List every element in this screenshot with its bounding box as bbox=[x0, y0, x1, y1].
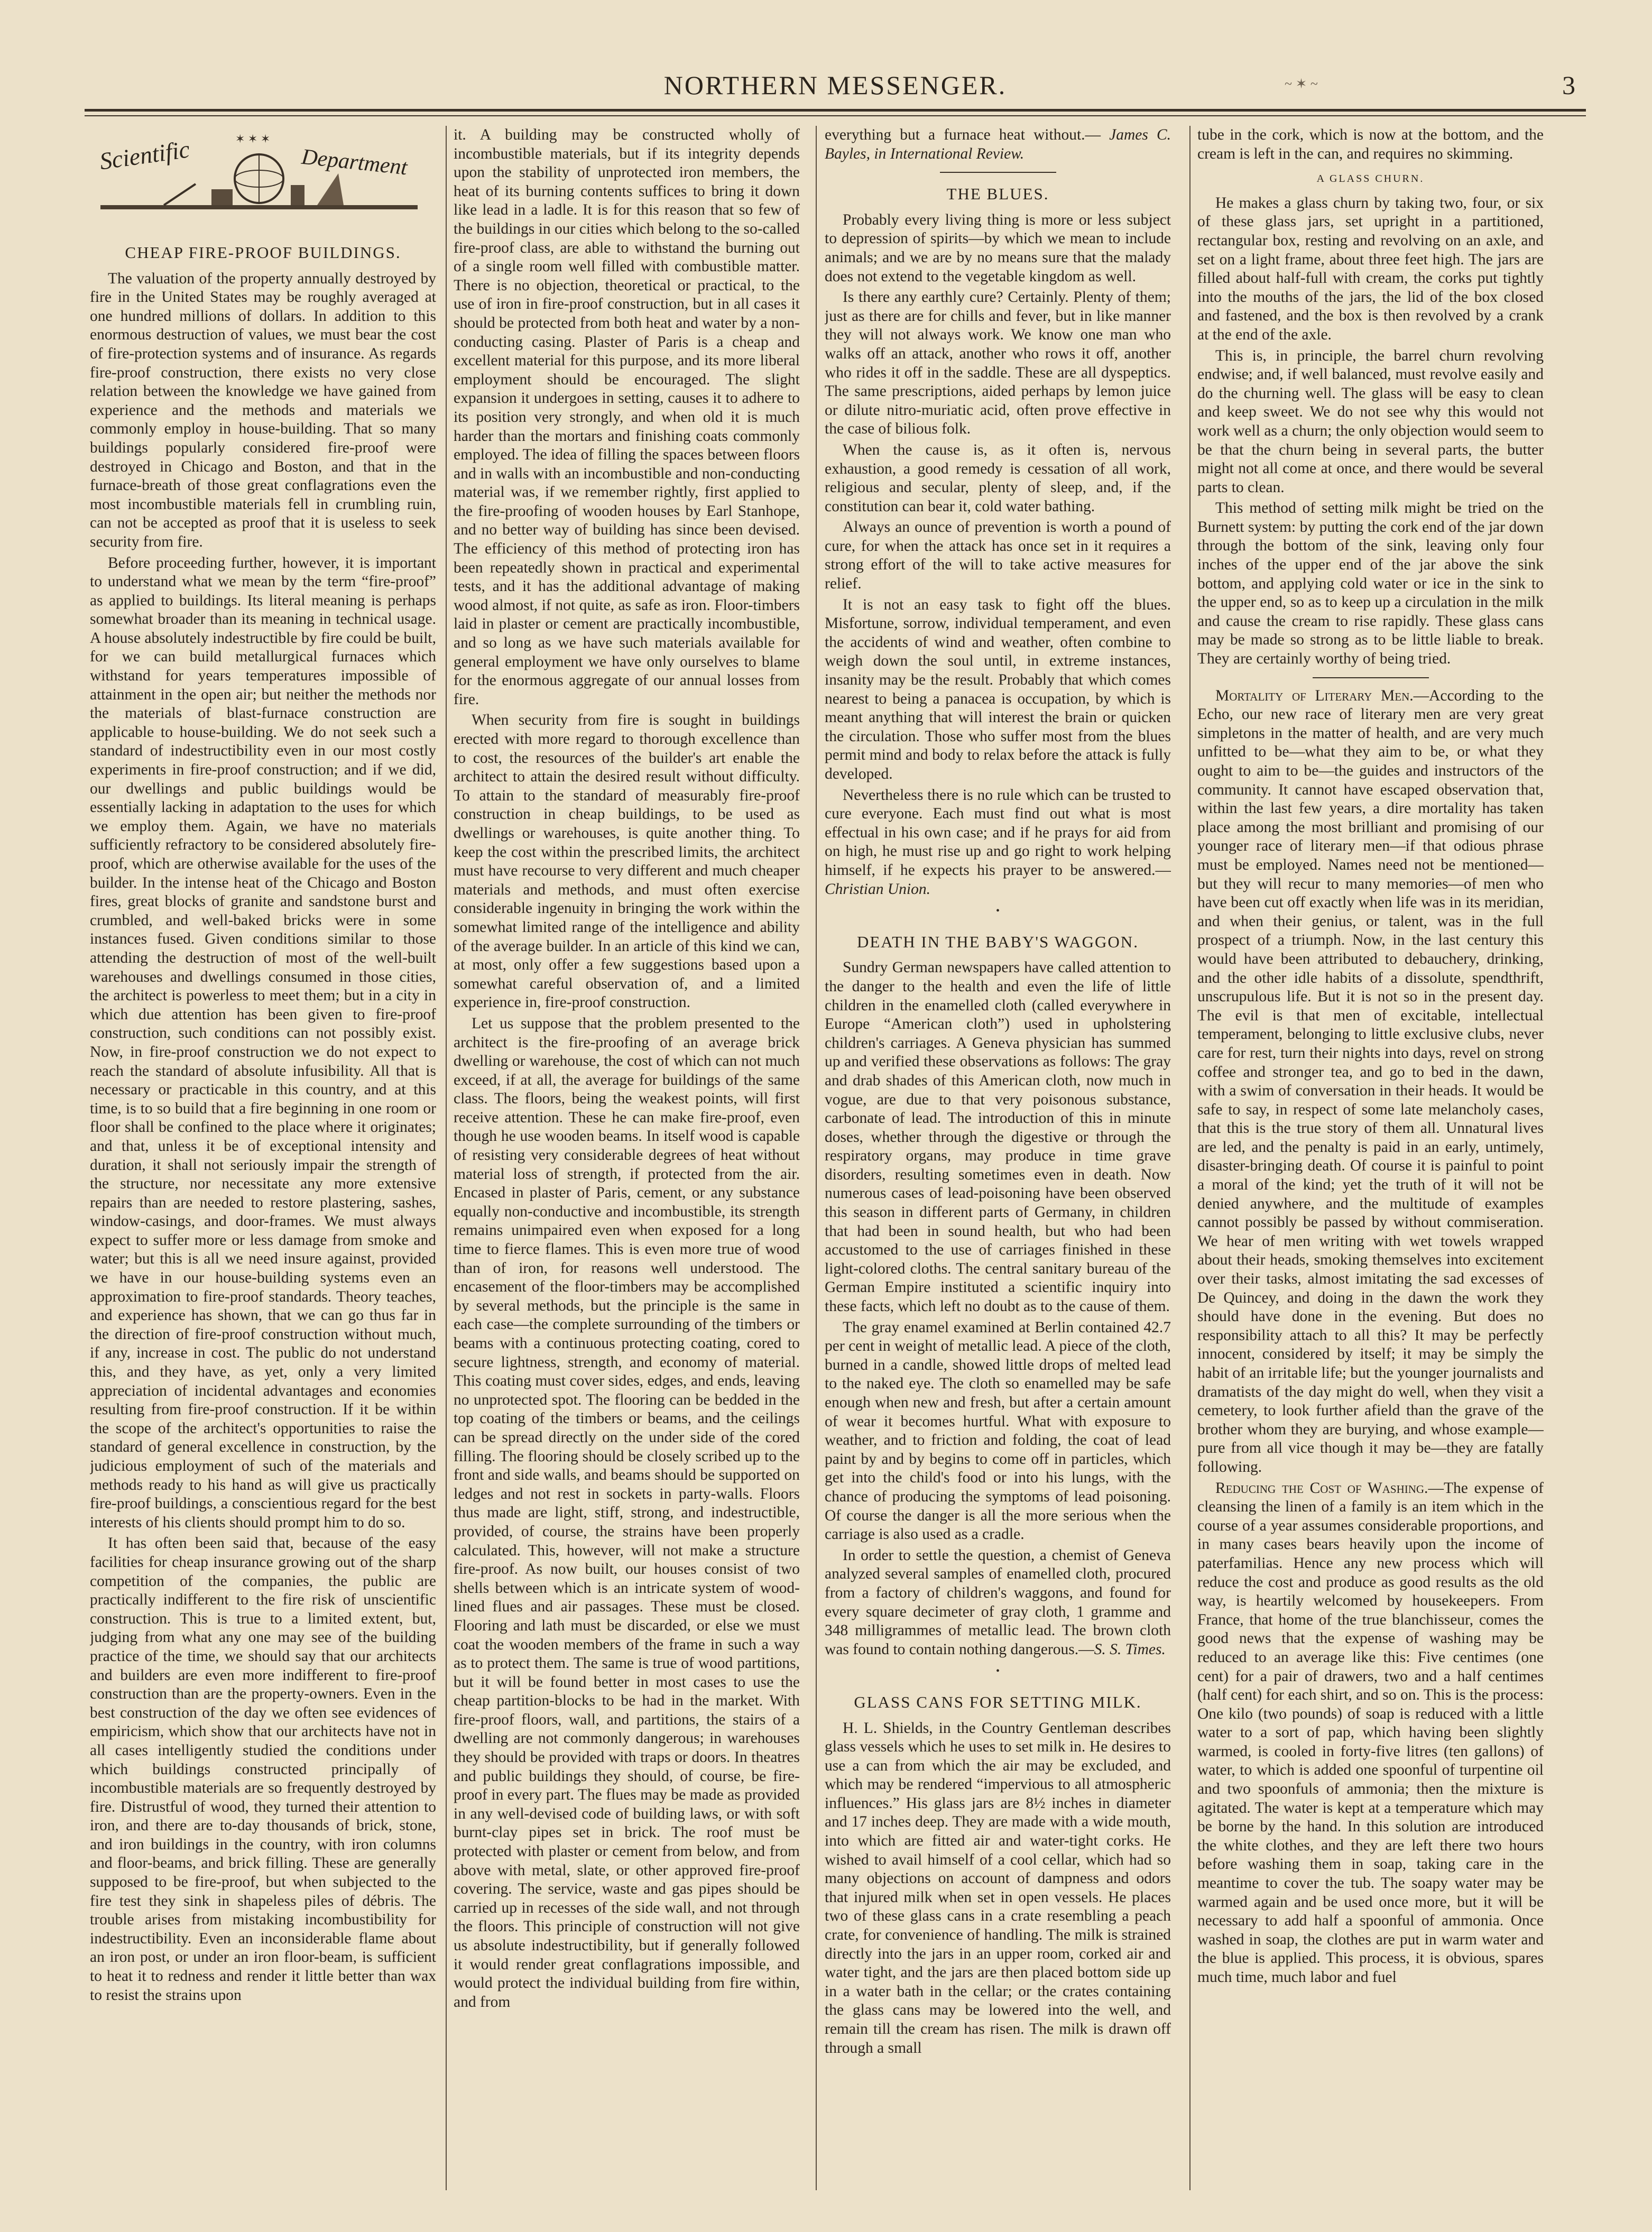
heading-cheap-fireproof: CHEAP FIRE-PROOF BUILDINGS. bbox=[125, 243, 401, 262]
paragraph: Sundry German newspapers have called attention to the danger to the health and even the life of little children in the enamelled cloth (called everywhere in Europe “American cloth”) used in upholstering children's carriages. A Geneva physician has summed up and verified these observations as follows: The gray and drab shades of this American cloth, now much in vogue, are due to that very poisonous substance, carbonate of lead. The introduction of this in minute doses, whether through the digestive or through the respiratory organs, may produce in time grave disorders, resulting sometimes even in death. Now numerous cases of lead-poisoning have been observed this season in different parts of Germany, in children that had been in sound health, but who had been accustomed to the use of carriages finished in these light-colored cloths. The central sanitary bureau of the German Empire instituted a scientific inquiry into these facts, which left no doubt as to the cause of them. bbox=[825, 959, 1171, 1315]
attribution: Christian Union. bbox=[825, 880, 930, 898]
heading-glass-cans: GLASS CANS FOR SETTING MILK. bbox=[854, 1692, 1142, 1711]
masthead-rule bbox=[85, 109, 1586, 112]
paragraph: H. L. Shields, in the Country Gentleman describes glass vessels which he uses to set milk in. He desires to use a can from which the air may be excluded, and which may be rendered “impervious to all atmospheric influences.” His glass jars are 8½ inches in diameter and 17 inches deep. They are made with a wide mouth, into which are fitted air and water-tight corks. He wished to avail himself of a cool cellar, which had so many objections on account of dampness and odors that injured milk when set in open vessels. He places two of these glass cans in a crate resembling a peach crate, for convenience of handling. The milk is strained directly into the jars in an upper room, corked air and water tight, and the jars are then placed bottom side up in a water bath in the cellar; or the crates containing the glass cans may be lowered into the well, and remain till the cream has risen. The milk is drawn off through a small bbox=[825, 1719, 1171, 2056]
paragraph: Probably every living thing is more or less subject to depression of spirits—by which we mean to include animals; and we are by no means sure that the malady does not extend to the vegetable kingdom as well. bbox=[825, 211, 1171, 285]
paragraph bbox=[825, 126, 1171, 163]
star-separator-icon: • bbox=[995, 905, 1000, 917]
column-4 bbox=[1197, 126, 1544, 2190]
paragraph: Let us suppose that the problem presented to the architect is the fire-proofing of an average brick dwelling or warehouse, the cost of which can not much exceed, if at all, the average for buildings of the same class. The floors, being the weakest points, will first receive attention. These he can make fire-proof, even though he use wooden beams. In itself wood is capable of resisting very considerable degrees of heat without material loss of strength, if protected from the air. Encased in plaster of Paris, cement, or any substance equally non-conductive and incombustible, its strength remains unimpaired even when exposed for a long time to fierce flames. This is even more true of wood than of iron, for reasons well understood. The encasement of the floor-timbers may be accomplished by several methods, but the principle is the same in each case—the complete surrounding of the timbers or beams with a continuous protecting coating, cored to secure lightness, strength, and economy of material. This coating must cover sides, edges, and ends, leaving no unprotected spot. The flooring can be bedded in the top coating of the timbers or beams, and the ceilings can be spread directly on the under side of the cored filling. The flooring should be closely scribed up to the front and side walls, and beams should be supported on ledges and not rest in sockets in party-walls. Floors thus made are light, stiff, strong, and indestructible, provided, of course, the strains have been properly calculated. This, however, will not make a structure fire-proof. As now built, our houses consist of two shells between which is an intricate system of wood-lined flues and air passages. These must be closed. Flooring and lath must be discarded, or else we must coat the wooden members of the frame in such a way as to protect them. The same is true of wood partitions, but it will be found better in most cases to use the cheap partition-blocks to be had in the market. With fire-proof floors, wall, and partitions, the stairs of a dwelling are not commonly dangerous; in warehouses they should be provided with traps or doors. In theatres and public buildings they should, of course, be fire-proof in every part. The flues may be made as provided in any well-devised code of building laws, or with soft burnt-clay pipes set in brick. The roof must be protected with plaster or cement from below, and from above with metal, slate, or other approved fire-proof covering. The service, waste and gas pipes should be carried up in recesses of the side wall, and not through the floors. This principle of construction will not give us absolute indestructibility, but if generally followed it would render great conflagrations impossible, and would protect the individual building from fire within, and from bbox=[454, 1014, 800, 2010]
paragraph: The gray enamel examined at Berlin contained 42.7 per cent in weight of metallic lead. A piece of the cloth, burned in a candle, showed little drops of melted lead to the naked eye. The cloth so enamelled may be safe enough when new and fresh, but after a certain amount of wear it becomes hurtful. What with exposure to weather, and to friction and folding, the coat of lead paint by and by begins to come off in particles, which get into the child's food or into his lungs, with the chance of producing the symptoms of lead poisoning. Of course the danger is all the more serious when the carriage is also used as a cradle. bbox=[825, 1318, 1171, 1543]
paragraph-text: Nevertheless there is no rule which can be trusted to cure everyone. Each must find out what is most effectual in his own case; and if he prays for aid from on high, he must rise up and go right to work helping himself, if he expects his prayer to be answered.— bbox=[825, 786, 1171, 879]
svg-text:✶ ✶ ✶: ✶ ✶ ✶ bbox=[235, 132, 271, 145]
masthead bbox=[85, 68, 1586, 99]
paragraph: The valuation of the property annually destroyed by fire in the United States may be roughly averaged at one hundred millions of dollars. In addition to this enormous destruction of values, we must bear the cost of fire-protection systems and of insurance. As regards fire-proof construction, there exists no very close relation between the knowledge we have gained from experience and the methods and materials we commonly employ in house-building. That so many buildings popularly considered fire-proof were destroyed in Chicago and Boston, and that in the furnace-breath of those great conflagrations even the most incombustible materials fell in crumbling ruin, can not be accepted as proof that it is useless to seek security from fire. bbox=[90, 270, 436, 550]
masthead-rule-thin bbox=[85, 115, 1586, 116]
column-divider bbox=[1189, 126, 1190, 2190]
paragraph-text: —The expense of cleansing the linen of a family is an item which in the course of a year assumes considerable proportions, and in many cases bears heavily upon the income of paterfamilias. Hence any new process which will reduce the cost and produce as good results as the old way, is heartily welcomed by housekeepers. From France, that home of the true blanchisseur, comes the good news that the expense of washing may be reduced to an average like this: Five centimes (one cent) for a pair of drawers, two and a half centimes (half cent) for each shirt, and so on. This is the process: One kilo (two pounds) of soap is reduced with a little water to a sort of pap, which having been slightly warmed, is cooled in forty-five litres (ten gallons) of water, to which is added one spoonful of turpentine oil and two spoonfuls of ammonia; then the mixture is agitated. The water is kept at a temperature which may be borne by the hand. In this solution are introduced the white clothes, and they are left there two hours before washing them in soap, taking care in the meantime to cover the tub. The soapy water may be warmed again and be used once more, but it will be necessary to add half a spoonful of ammonia. Once washed in soap, the clothes are put in warm water and the blue is applied. This process, it is obvious, spares much time, much labor and fuel bbox=[1197, 1479, 1544, 1986]
publication-title: NORTHERN MESSENGER. bbox=[663, 70, 1007, 100]
page-number: 3 bbox=[1562, 70, 1575, 100]
run-in-heading: Reducing the Cost of Washing. bbox=[1215, 1479, 1428, 1497]
paragraph: He makes a glass churn by taking two, four, or six of these glass jars, set upright in a partitioned, rectangular box, resting and revolving on an axle, and set on a light frame, about three feet high. The jars are filled about half-full with cream, the corks put tightly into the mouths of the jars, the lid of the box closed and fastened, and the box is then revolved by a crank at the end of the axle. bbox=[1197, 194, 1544, 343]
paragraph: Before proceeding further, however, it is important to understand what we mean by the term “fire-proof” as applied to buildings. Its literal meaning is perhaps somewhat broader than its meaning in technical usage. A house absolutely indestructible by fire could be built, for we can build metallurgical furnaces which withstand for years temperatures impossible of attainment in the open air; but neither the methods nor the materials of blast-furnace construction are applicable to house-building. We do not seek such a standard of indestructibility even in our most costly experiments in fire-proof construction; and if we did, our dwellings and public buildings would be essentially lacking in adaptation to the uses for which we employ them. Again, we have no materials sufficiently refractory to be considered absolutely fire-proof, which are otherwise available for the uses of the builder. In the intense heat of the Chicago and Boston fires, great blocks of granite and sandstone burst and crumbled, and well-baked bricks were in some instances fused. Given conditions similar to those attending the destruction of most of the well-built warehouses and dwellings consumed in those cities, the architect is powerless to meet them; but in a city in which due attention has been given to fire-proof construction, such conditions can not possibly exist. Now, in fire-proof construction we do not expect to reach the standard of absolute infusibility. All that is necessary or practicable in this country, and at this time, is to so build that a fire beginning in one room or floor shall be confined to the place where it originates; and that, unless it be of exceptional intensity and duration, it shall not seriously impair the strength of the structure, nor necessitate any more extensive repairs than are needed to restore plastering, sashes, window-casings, and door-frames. We must always expect to suffer more or less damage from smoke and water; but this is all we need insure against, provided we have in our house-building systems even an approximation to fire-proof standards. Theory teaches, and experience has shown, that we can go thus far in the direction of fire-proof construction without much, if any, increase in cost. The public do not understand this, and they have, as yet, only a very limited appreciation of incidental advantages and economies resulting from fire-proof construction. If it be within the scope of the architect's opportunities to raise the standard of general excellence in construction, by the judicious employment of such of the materials and methods ready to his hand as will give us practically fire-proof buildings, a conscientious regard for the best interests of his clients should prompt him to do so. bbox=[90, 554, 436, 1531]
scientific-department-banner bbox=[90, 126, 428, 232]
paragraph: tube in the cork, which is now at the bottom, and the cream is left in the can, and requires no skimming. bbox=[1197, 126, 1544, 162]
column-divider bbox=[816, 126, 817, 2190]
paragraph: Is there any earthly cure? Certainly. Plenty of them; just as there are for chills and fever, but in like manner they will not always work. We know one man who walks off an attack, another who rows it off, another who rides it off in the saddle. These are all dyspeptics. The same prescriptions, aided perhaps by lemon juice or dilute nitro-muriatic acid, often prove effective in the case of bilious folk. bbox=[825, 289, 1171, 438]
paragraph: It is not an easy task to fight off the blues. Misfortune, sorrow, individual temperament, and even the accidents of wind and weather, often combine to weigh down the soul until, in extreme instances, insanity may be the result. Probably that which comes nearest to being a panacea is occupation, by which is meant anything that will interest the brain or quicken the circulation. Those who suffer most from the blues permit mind and body to relax before the attack is fully developed. bbox=[825, 596, 1171, 782]
attribution: James C. Bayles, in International Review. bbox=[825, 126, 1171, 162]
heading-glass-churn: A GLASS CHURN. bbox=[1316, 173, 1425, 185]
paragraph: When security from fire is sought in buildings erected with more regard to thorough excellence than to cost, the resources of the builder's art enable the architect to attain the desired result without difficulty. To attain to the standard of measurably fire-proof construction in cheap buildings, to be used as dwellings or warehouses, is quite another thing. To keep the cost within the prescribed limits, the architect must have recourse to very different and much cheaper materials and methods, and must often exercise considerable ingenuity in bringing the work within the somewhat limited range of the intelligence and ability of the average builder. In an article of this kind we can, at most, only offer a few suggestions based upon a somewhat careful observation of, and a limited experience in, fire-proof construction. bbox=[454, 712, 800, 1011]
banner-label-right: Department bbox=[300, 144, 409, 180]
banner-label-left: Scientific bbox=[98, 135, 191, 175]
column-3 bbox=[825, 126, 1171, 2190]
heading-the-blues: THE BLUES. bbox=[946, 185, 1049, 204]
paragraph: It has often been said that, because of the easy facilities for cheap insurance growing out of the sharp competition of the companies, the public are practically indifferent to the fire risk of unscientific construction. This is true to a limited extent, but, judging from what any one may see of the building practice of the time, we should say that our architects and builders are even more indifferent to fire-proof construction than are the property-owners. Even in the best construction of the day we often see evidences of empiricism, which show that our architects have not in all cases intelligently studied the conditions under which buildings constructed principally of incombustible materials are so frequently destroyed by fire. Distrustful of wood, they turned their attention to iron, and there are to-day thousands of brick, stone, and iron buildings in the country, with iron columns and floor-beams, and brick filling. These are generally supposed to be fire-proof, but when subjected to the fire test they sink in shapeless piles of débris. The trouble arises from mistaking incombustibility for indestructibility. Even an inconsiderable flame about an iron post, or under an iron floor-beam, is sufficient to heat it to redness and render it little better than wax to resist the strains upon bbox=[90, 1535, 436, 2004]
paragraph-text: everything but a furnace heat without.— bbox=[825, 126, 1101, 143]
printer-flourish-icon: ~ ✶ ~ bbox=[1285, 76, 1318, 91]
column-1 bbox=[90, 126, 436, 2190]
paragraph: This is, in principle, the barrel churn revolving endwise; and, if well balanced, must revolve easily and do the churning well. The glass will be easy to clean and keep sweet. We do not see why this would not work well as a churn; the only objection would seem to be that the churn being in several parts, the butter might not all come at once, and there would be several parts to clean. bbox=[1197, 347, 1544, 496]
paragraph: When the cause is, as it often is, nervous exhaustion, a good remedy is cessation of all work, religious and secular, plenty of sleep, and, if the constitution can bear it, cold water bathing. bbox=[825, 441, 1171, 515]
column-2 bbox=[454, 126, 800, 2190]
run-in-heading: Mortality of Literary Men. bbox=[1215, 687, 1414, 704]
column-divider bbox=[446, 126, 447, 2190]
paragraph: it. A building may be constructed wholly of incombustible materials, but if its integrity depends upon the stability of unprotected iron members, the heat of its burning contents suffices to bring it down like lead in a ladle. It is for this reason that so few of the buildings in our cities which belong to the so-called fire-proof class, are able to withstand the burning out of a single room well filled with combustible matter. There is no objection, theoretical or practical, to the use of iron in fire-proof construction, but in all cases it should be protected from both heat and water by a non-conducting casing. Plaster of Paris is a cheap and excellent material for this purpose, and its more liberal employment should be encouraged. The slight expansion it undergoes in setting, causes it to adhere to its position very strongly, and when old it is much harder than the mortars and finishing coats commonly employed. The idea of filling the spaces between floors and in walls with an incombustible and non-conducting material was, if we remember rightly, first applied to the fire-proofing of wooden houses by Earl Stanhope, and no better way of building has since been devised. The efficiency of this method of protecting iron has been repeatedly shown in practical and experimental tests, and it has the additional advantage of making wood almost, if not quite, as safe as iron. Floor-timbers laid in plaster or cement are practically incombustible, and so long as we have such materials available for general employment we have only ourselves to blame for the enormous aggregate of our annual losses from fire. bbox=[454, 126, 800, 708]
heading-death-baby-waggon: DEATH IN THE BABY'S WAGGON. bbox=[857, 932, 1139, 951]
paragraph bbox=[825, 1546, 1171, 1659]
paragraph bbox=[825, 786, 1171, 899]
paragraph: Always an ounce of prevention is worth a pound of cure, for when the attack has once set in it requires a strong effort of the will to take active measures for relief. bbox=[825, 519, 1171, 593]
paragraph-text: —According to the Echo, our new race of literary men are very great simpletons in the matter of health, and are very much unfitted to be—what they aim to be, or what they ought to aim to be—the guides and instructors of the community. It cannot have escaped observation that, within the last few years, a dire mortality has taken place among the most brilliant and promising of our younger race of literary men—if that odious phrase must be employed. Names need not be mentioned—but they will recur to many memories—of men who have been cut off exactly when life was in its meridian, and when their genius, or talent, was in the full prospect of a triumph. Now, in the last century this would have been attributed to debauchery, drinking, and the other idle habits of a dissolute, spendthrift, unscrupulous life. But it is not so in the present day. The evil is that men of excitable, intellectual temperament, belonging to little exclusive clubs, never care for rest, turn their nights into days, revel on strong coffee and stronger tea, and go to bed in the dawn, with a swim of conversation in their heads. It would be safe to say, in respect of some late melancholy cases, that this is the true story of them all. Unnatural lives are led, and the penalty is paid in an early, untimely, disaster-bringing death. Of course it is painful to point a moral of the kind; yet the truth of it will not be denied anywhere, and the multitude of examples cannot possibly be passed by without commiseration. We hear of men writing with wet towels wrapped about their heads, smoking themselves into excitement over their tasks, almost imitating the sad excesses of De Quincey, and doing in the dawn the work they should have done in the evening. But does no responsibility attach to all this? It may be perfectly innocent, considered by itself; it may be simply the habit of an irritable life; but the younger journalists and dramatists of the day might do well, when they visit a cemetery, to look further afield than the grave of the brother whom they are burying, and whose example—pure from all vice though it may be—they are fatally following. bbox=[1197, 687, 1544, 1475]
attribution: S. S. Times. bbox=[1094, 1640, 1166, 1658]
paragraph-text: In order to settle the question, a chemist of Geneva analyzed several samples of enamelled cloth, procured from a factory of children's waggons, and found for every square decimeter of gray cloth, 1 gramme and 348 milligrammes of metallic lead. The brown cloth was found to contain nothing dangerous.— bbox=[825, 1546, 1171, 1658]
paragraph: This method of setting milk might be tried on the Burnett system: by putting the cork end of the jar down through the bottom of the sink, leaving only four inches of the upper end of the jar above the sink bottom, and applying cold water or ice in the sink to the upper end, so as to keep up a circulation in the milk and cause the cream to rise rapidly. These glass cans may be made so strong as to be little liable to break. They are certainly worthy of being tried. bbox=[1197, 500, 1544, 668]
section-separator bbox=[940, 172, 1056, 173]
star-separator-icon: • bbox=[995, 1665, 1000, 1677]
paragraph bbox=[1197, 1479, 1544, 1987]
paragraph bbox=[1197, 687, 1544, 1477]
section-separator bbox=[1313, 677, 1429, 678]
